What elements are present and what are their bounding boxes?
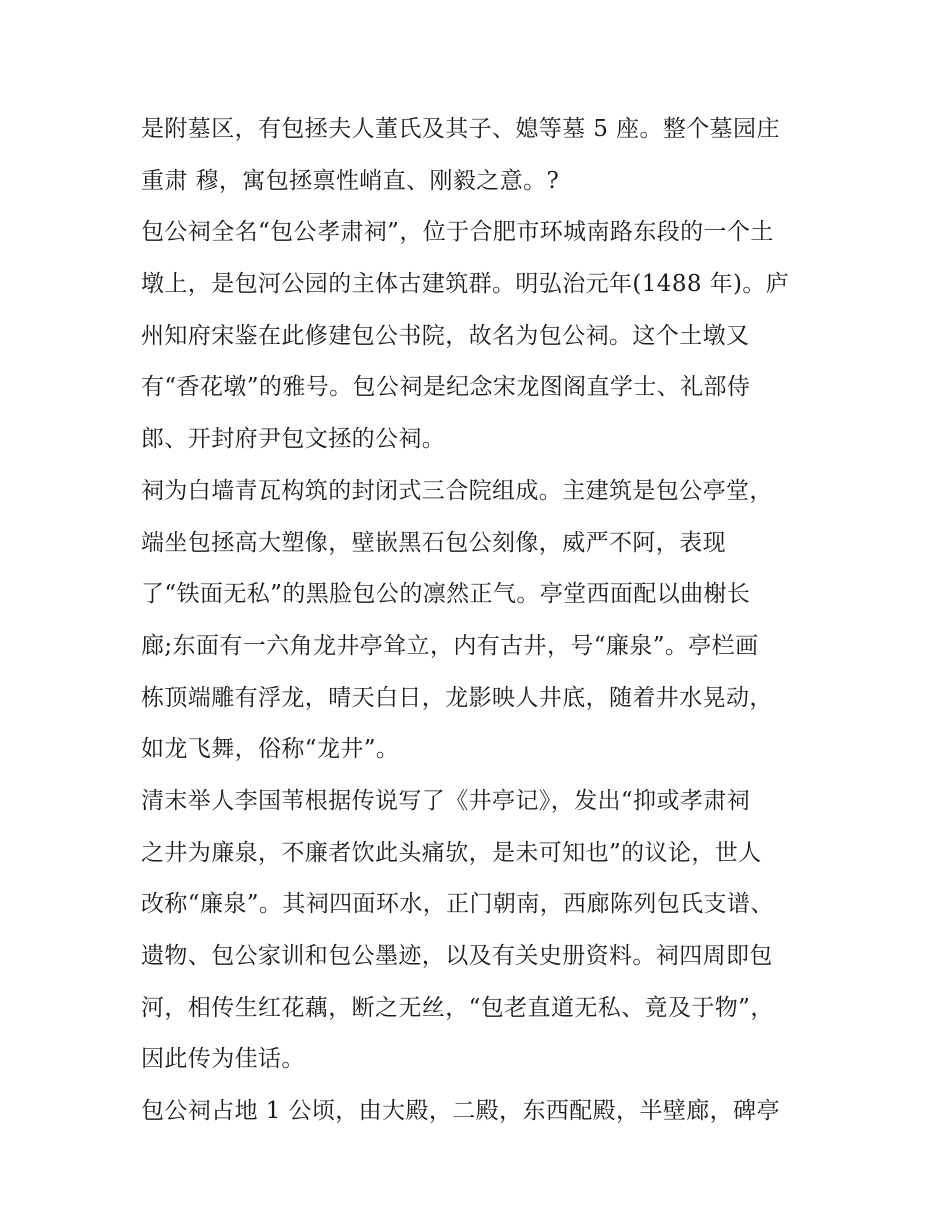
text-line: 了“铁面无私”的黑脸包公的凛然正气。亭堂西面配以曲榭长: [141, 581, 751, 608]
body-text: [141, 104, 821, 1138]
text-line: 因此传为佳话。: [141, 1046, 305, 1073]
text-line: 包公祠全名“包公孝肃祠”，位于合肥市环城南路东段的一个土: [141, 219, 774, 246]
text-line: 是附墓区，有包拯夫人董氏及其子、媳等墓 5 座。整个墓园庄: [141, 116, 780, 142]
text-line: 如龙飞舞，俗称“龙井”。: [141, 736, 400, 763]
text-line: 改称“廉泉”。其祠四面环水，正门朝南，西廊陈列包氏支谱、: [141, 891, 774, 918]
text-line: 栋顶端雕有浮龙，晴天白日，龙影映人井底，随着井水晃动，: [141, 684, 773, 711]
text-line: 遗物、包公家训和包公墨迹，以及有关史册资料。祠四周即包: [141, 943, 773, 969]
text-line: 河，相传生红花藕，断之无丝，“包老直道无私、竟及于物”，: [141, 994, 774, 1021]
text-line: 墩上，是包河公园的主体古建筑群。明弘治元年(1488 年)。庐: [141, 271, 790, 298]
text-line: 之井为廉泉，不廉者饮此头痛欤，是未可知也”的议论，世人: [141, 839, 762, 866]
text-line: 包公祠占地 1 公顷，由大殿，二殿，东西配殿，半壁廊，碑亭: [141, 1098, 780, 1125]
text-line: 清末举人李国苇根据传说写了《井亭记》，发出“抑或孝肃祠: [141, 787, 751, 814]
text-line: 端坐包拯高大塑像，壁嵌黑石包公刻像，威严不阿，表现: [141, 529, 726, 556]
text-line: 廊;东面有一六角龙井亭耸立，内有古井，号“廉泉”。亭栏画: [141, 632, 759, 659]
text-line: 郎、开封府尹包文拯的公祠。: [141, 426, 446, 453]
text-line: 重肃 穆，寓包拯禀性峭直、刚毅之意。?: [141, 167, 560, 194]
text-line: 祠为白墙青瓦构筑的封闭式三合院组成。主建筑是包公亭堂，: [141, 477, 773, 504]
text-line: 州知府宋鉴在此修建包公书院，故名为包公祠。这个土墩又: [141, 322, 750, 349]
text-line: 有“香花墩”的雅号。包公祠是纪念宋龙图阁直学士、礼部侍: [141, 374, 751, 401]
